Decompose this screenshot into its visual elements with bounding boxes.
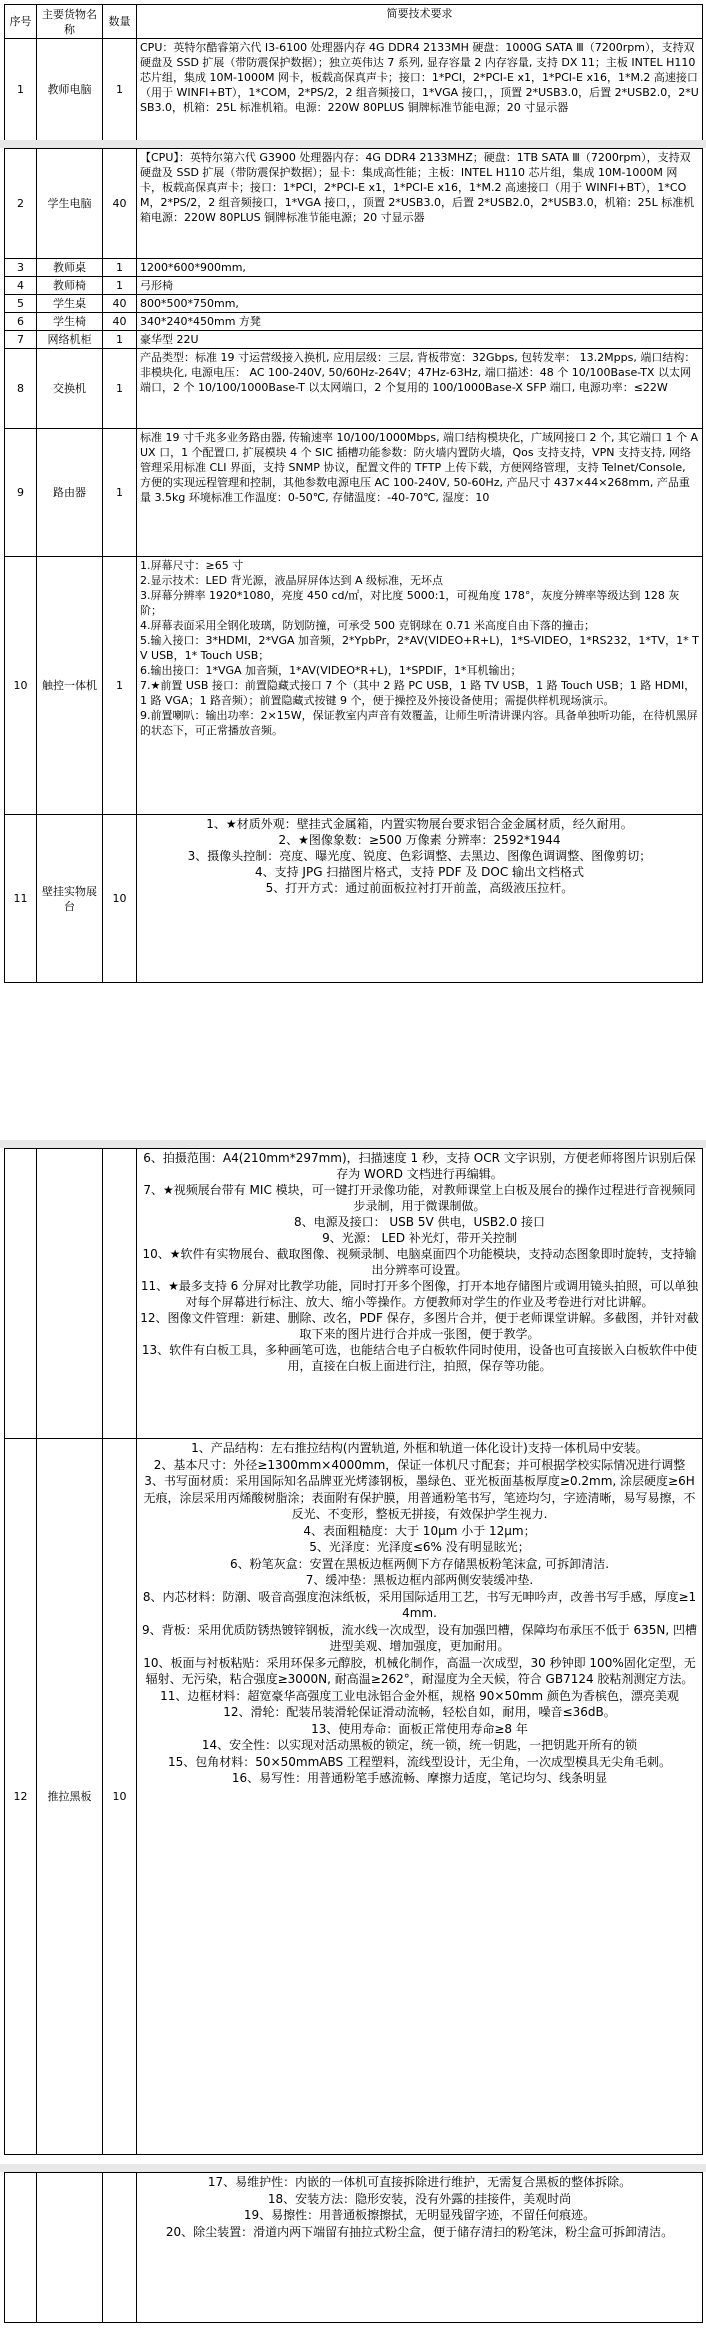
- table-row: [5, 39, 703, 141]
- row-qty: 40: [103, 295, 137, 313]
- spec-line: 18、安装方法：隐形安装，没有外露的挂接件，美观时尚: [267, 2191, 572, 2206]
- spec-line: 7.★前置 USB 接口：前置隐藏式接口 7 个（其中 2 路 PC USB，1 路 TV USB，1 路 Touch USB；1 路 HDMI，1 路 VGA；1 路音频）；前置隐藏式按键 9 个，便于操控及外接设备使用；需提供样机现场演示。: [140, 679, 696, 707]
- table-row: [5, 1439, 703, 2155]
- table-row: [5, 429, 703, 557]
- row-name: 推拉黑板: [37, 1439, 103, 2155]
- spec-line: 16、易写性：用普通粉笔手感流畅、摩擦力适度，笔记均匀、线条明显: [231, 1771, 608, 1785]
- spec-line: 1、★材质外观：壁挂式金属箱，内置实物展台要求铝合金金属材质，经久耐用。: [206, 817, 633, 831]
- row-no: 1: [5, 39, 37, 141]
- spec-line: 12、图像文件管理：新建、删除、改名，PDF 保存，多图片合并，便于老师课堂讲解。多截图，并针对截取下来的图片进行合并成一张图，便于教学。: [140, 1311, 699, 1341]
- row-name: 触控一体机: [37, 557, 103, 815]
- spec-table-part-4: [4, 2172, 703, 2323]
- row-name: 网络机柜: [37, 331, 103, 349]
- table-row: [5, 331, 703, 349]
- spec-line: 20、除尘装置：滑道内两下端留有抽拉式粉尘盒，便于储存清扫的粉笔沫，粉尘盒可拆卸清洁。: [165, 2224, 674, 2239]
- spec-table-part-2: [4, 148, 703, 983]
- spec-line: 12、滑轮：配装吊装滑轮保证滑动流畅，轻松自如，耐用，噪音≤36dB。: [223, 1705, 616, 1719]
- spec-line: 7、★视频展台带有 MIC 模块，可一键打开录像功能，对教师课堂上白板及展台的操作过程进行音视频同步录制，用于微课制做。: [143, 1183, 696, 1213]
- spec-line: 14、安全性：以实现对活动黑板的锁定，统一锁，统一钥匙，一把钥匙开所有的锁: [201, 1738, 638, 1752]
- row-spec: [137, 39, 703, 141]
- spec-line: CPU：英特尔酷睿第六代 I3-6100 处理器内存 4G DDR4 2133MH 硬盘：1000G SATA Ⅲ（7200rpm），支持双硬盘及 SSD 扩展（带防震保护数据）；独立英伟达 7 系列, 显存容量 2 内存容量, 支持 DX 11；主板 INTEL H110 芯片组，集成 10M-1000M 网卡，板载高保真声卡；接口：1*PCI，2*PCI-E x1，1*PCI-E x16，1*M.2 高速接口（用于 WINFI+BT），1*COM，2*PS/2，2 组音频接口，1*VGA 接口，，顶置 2*USB3.0，后置 2*USB2.0，2*USB3.0，机箱：25L 标准机箱。电源：220W 80PLUS 铜牌标准节能电源；20 寸显示器: [140, 41, 699, 114]
- spec-line: 9、光源： LED 补光灯，带开关控制: [322, 1231, 517, 1245]
- spec-line: 11、边框材料：超宽豪华高强度工业电泳铝合金外框，规格 90×50mm 颜色为香槟色，漂亮美观: [160, 1688, 679, 1703]
- row-no: 12: [5, 1439, 37, 2155]
- spec-line: 9.前置喇叭：输出功率：2×15W，保证教室内声音有效覆盖，让师生听清讲课内容。具备单独听功能，在待机黑屏的状态下，可正常播放音频。: [140, 709, 698, 737]
- table-row: [5, 557, 703, 815]
- spec-line: 3.屏幕分辨率 1920*1080，亮度 450 cd/㎡，对比度 5000:1，可视角度 178°，灰度分辨率等级达到 128 灰阶；: [140, 589, 680, 617]
- row-name: 学生桌: [37, 295, 103, 313]
- spec-line: 5、光泽度：光泽度≤6% 没有明显眩光；: [309, 1540, 530, 1554]
- spec-line: 8、内芯材料：防潮、吸音高强度泡沫纸板，采用国际适用工艺，书写无呻吟声，改善书写手感，厚度≥14mm.: [142, 1589, 697, 1620]
- table-row: [5, 313, 703, 331]
- row-qty: 10: [103, 815, 137, 983]
- spec-table-part-3: [4, 1148, 703, 2155]
- spec-line: 弓形椅: [140, 279, 173, 292]
- spec-line: 3、书写面材质：采用国际知名品牌亚光烤漆钢板，墨绿色、亚光板面基板厚度≥0.2mm, 涂层硬度≥6H 无痕，涂层采用丙烯酸树脂涂；表面附有保护膜，用普通粉笔书写，笔迹均匀，字迹清晰，易写易擦，不反光、不变形，整板无拼接，有效保护学生视力.: [143, 1474, 696, 1521]
- row-spec: [137, 815, 703, 983]
- spec-line: 10、★软件有实物展台、截取图像、视频录制、电脑桌面四个功能模块，支持动态图象即时旋转，支持输出分辨率可设置。: [142, 1247, 697, 1277]
- row-spec: [137, 295, 703, 313]
- page-gap: [0, 140, 706, 148]
- row-no: 10: [5, 557, 37, 815]
- spec-line: 2、★图像象数：≥500 万像素 分辨率：2592*1944: [278, 833, 561, 847]
- row-name: 路由器: [37, 429, 103, 557]
- row-name: 教师电脑: [37, 39, 103, 141]
- row-spec: [137, 331, 703, 349]
- spec-line: 800*500*750mm,: [140, 297, 239, 310]
- page-2: [4, 148, 702, 983]
- row-qty: 1: [103, 39, 137, 141]
- spec-line: 6、粉笔灰盒：安置在黑板边框两侧下方存储黑板粉笔沫盒, 可拆卸清洁.: [229, 1556, 610, 1571]
- row-name: 学生椅: [37, 313, 103, 331]
- row-no: 3: [5, 259, 37, 277]
- spec-line: 19、易擦性：用普通板擦擦拭，无明显残留字迹，不留任何痕迹。: [243, 2208, 596, 2222]
- row-no: 8: [5, 349, 37, 429]
- row-no: 9: [5, 429, 37, 557]
- page-gap: [0, 1140, 706, 1148]
- row-qty: 40: [103, 313, 137, 331]
- row-qty: 1: [103, 277, 137, 295]
- header-name: 主要货物名称: [37, 5, 103, 39]
- spec-line: 4.屏幕表面采用全钢化玻璃，防划防撞，可承受 500 克钢球在 0.71 米高度自由下落的撞击；: [140, 619, 595, 632]
- table-row: [5, 349, 703, 429]
- spec-line: 11、★最多支持 6 分屏对比教学功能，同时打开多个图像，打开本地存储图片或调用镜头拍照，可以单独对每个屏幕进行标注、放大、缩小等操作。方便教师对学生的作业及考卷进行对比讲解。: [140, 1279, 699, 1309]
- row-qty: 1: [103, 557, 137, 815]
- spec-table-part-1: [4, 4, 703, 141]
- spec-line: 6.输出接口：1*VGA 加音频，1*AV(VIDEO*R+L)，1*SPDIF，1*耳机输出；: [140, 664, 522, 677]
- row-qty: 40: [103, 149, 137, 259]
- spec-line: 13、使用寿命：面板正常使用寿命≥8 年: [311, 1721, 528, 1736]
- row-name: 教师桌: [37, 259, 103, 277]
- row-spec: [137, 349, 703, 429]
- spec-line: 5.输入接口：3*HDMI，2*VGA 加音频，2*YpbPr，2*AV(VIDEO+R+L)，1*S-VIDEO，1*RS232，1*TV，1* TV USB，1* Touch USB；: [140, 634, 699, 662]
- spec-line: 豪华型 22U: [140, 333, 199, 346]
- row-spec: [137, 429, 703, 557]
- row-qty: 1: [103, 349, 137, 429]
- table-row: [5, 815, 703, 983]
- page-3: [4, 1148, 702, 2155]
- row-spec: [137, 313, 703, 331]
- row-name: 教师椅: [37, 277, 103, 295]
- spec-line: 3、摄像头控制：亮度、曝光度、锐度、色彩调整、去黑边、图像色调调整、图像剪切；: [187, 849, 652, 863]
- row-spec: [137, 557, 703, 815]
- spec-line: 17、易维护性：内嵌的一体机可直接拆除进行维护，无需复合黑板的整体拆除。: [207, 2175, 632, 2189]
- table-row: [5, 277, 703, 295]
- table-row: [5, 1149, 703, 1439]
- row-qty: 1: [103, 429, 137, 557]
- row-spec-continued: [137, 1149, 703, 1439]
- page-4: [4, 2172, 702, 2323]
- spec-line: 340*240*450mm 方凳: [140, 315, 261, 328]
- header-spec: 简要技术要求: [137, 5, 703, 39]
- spec-line: 2.显示技术：LED 背光源，液晶屏屏体达到 A 级标准，无坏点: [140, 574, 444, 587]
- row-no: 6: [5, 313, 37, 331]
- spec-line: 5、打开方式：通过前面板拉衬打开前盖，高级液压拉杆。: [265, 881, 574, 895]
- spec-line: 7、缓冲垫：黑板边框内部两侧安装缓冲垫.: [305, 1573, 534, 1587]
- row-no: 5: [5, 295, 37, 313]
- spec-line: 10、板面与衬板粘贴：采用环保多元醇胶，机械化制作，高温一次成型，30 秒钟即 100%固化定型，无辐射、无污染，粘合强度≥3000N, 耐高温≥262°，耐湿度为全天候，符合 GB7124 胶粘剂测定方法。: [143, 1655, 696, 1686]
- row-qty: 10: [103, 1439, 137, 2155]
- row-name: 壁挂实物展台: [37, 815, 103, 983]
- spec-line: 标准 19 寸千兆多业务路由器, 传输速率 10/100/1000Mbps, 端口结构模块化，广域网接口 2 个, 其它端口 1 个 AUX 口，1 个配置口, 扩展模块 4 个 SIC 插槽功能参数：防火墙内置防火墙，Qos 支持支持，VPN 支持支持, 网络管理采用标准 CLI 界面，支持 SNMP 协议，配置文件的 TFTP 上传下载，方便网络管理，支持 Telnet/Console, 方便的实现远程管理和控制，其他参数电源电压 AC 100-240V, 50-60Hz, 产品尺寸 437×44×268mm, 产品重量 3.5kg 环境标准工作温度：0-50℃, 存储温度：-40-70℃, 湿度：10: [140, 431, 699, 504]
- spec-line: 15、包角材料：50×50mmABS 工程塑料，流线型设计，无尘角，一次成型模具无尖角毛刺。: [168, 1754, 671, 1769]
- row-no: 2: [5, 149, 37, 259]
- page-gap: [0, 2164, 706, 2172]
- page-1: [4, 4, 702, 141]
- spec-line: 产品类型：标准 19 寸运营级接入换机, 应用层级：三层, 背板带宽：32Gbps, 包转发率： 13.2Mpps, 端口结构：非模块化, 电源电压： AC 100-240V, 50/60Hz-264V；47Hz-63Hz, 端口描述：48 个 10/100Base-TX 以太网端口，2 个 10/100/1000Base-T 以太网端口，2 个复用的 100/1000Base-X SFP 端口, 电源功率：≤22W: [140, 351, 696, 394]
- row-spec: [137, 1439, 703, 2155]
- table-row: [5, 2173, 703, 2323]
- row-spec: [137, 259, 703, 277]
- table-row: [5, 259, 703, 277]
- spec-line: 13、软件有白板工具，多种画笔可选，也能结合电子白板软件同时使用，设备也可直接嵌入白板软件中使用，直接在白板上面进行注，拍照，保存等功能。: [141, 1343, 698, 1373]
- spec-line: 4、支持 JPG 扫描图片格式，支持 PDF 及 DOC 输出文档格式: [254, 865, 585, 879]
- spec-line: 【CPU】：英特尔第六代 G3900 处理器内存：4G DDR4 2133MHZ；硬盘：1TB SATA Ⅲ（7200rpm），支持双硬盘及 SSD 扩展（带防震保护数据）；显卡：集成高性能；主板：INTEL H110 芯片组，集成 10M-1000M 网卡，板载高保真声卡；接口：1*PCI，2*PCI-E x1，1*PCI-E x16，1*M.2 高速接口（用于 WINFI+BT），1*COM，2*PS/2，2 组音频接口，1*VGA 接口，，顶置 2*USB3.0，后置 2*USB2.0，2*USB3.0，机箱：25L 标准机箱电源：220W 80PLUS 铜牌标准节能电源；20 寸显示器: [140, 151, 695, 224]
- row-no: 4: [5, 277, 37, 295]
- header-row: [5, 5, 703, 39]
- row-qty: 1: [103, 331, 137, 349]
- spec-line: 1、产品结构：左右推拉结构(内置轨道, 外框和轨道一体化设计)支持一体机局中安装。: [191, 1441, 648, 1455]
- header-no: 序号: [5, 5, 37, 39]
- row-name: 学生电脑: [37, 149, 103, 259]
- table-row: [5, 295, 703, 313]
- table-row: [5, 149, 703, 259]
- spec-line: 8、电源及接口： USB 5V 供电，USB2.0 接口: [293, 1215, 546, 1229]
- row-no: 11: [5, 815, 37, 983]
- row-spec-continued: [137, 2173, 703, 2323]
- spec-line: 2、基本尺寸：外径≥1300mm×4000mm，保证一体机尺寸配套；并可根据学校实际情况进行调整: [153, 1457, 686, 1472]
- spec-line: 9、背板：采用优质防锈热镀锌钢板，流水线一次成型，设有加强凹槽，保障均布承压不低于 635N, 凹槽进型美观、增加强度，更加耐用。: [142, 1622, 697, 1653]
- row-qty: 1: [103, 259, 137, 277]
- row-spec: [137, 277, 703, 295]
- row-no: 7: [5, 331, 37, 349]
- row-name: 交换机: [37, 349, 103, 429]
- row-spec: [137, 149, 703, 259]
- spec-line: 4、表面粗糙度：大于 10μm 小于 12μm；: [303, 1523, 536, 1538]
- spec-line: 6、拍摄范围：A4(210mm*297mm)，扫描速度 1 秒，支持 OCR 文字识别，方便老师将图片识别后保存为 WORD 文档进行再编辑。: [143, 1151, 696, 1181]
- spec-line: 1200*600*900mm,: [140, 261, 246, 274]
- header-qty: 数量: [103, 5, 137, 39]
- spec-line: 1.屏幕尺寸：≥65 寸: [140, 559, 244, 572]
